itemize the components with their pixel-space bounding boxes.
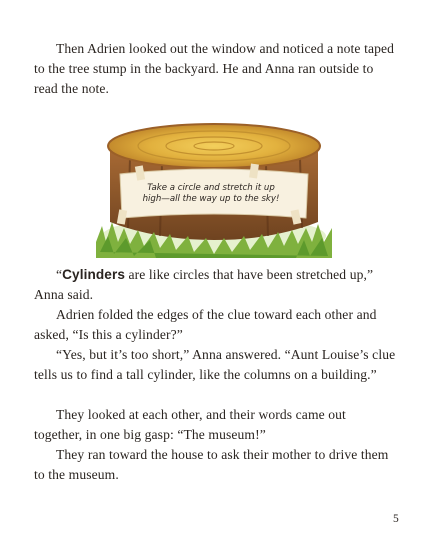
clue-note-line-2: high—all the way up to the sky!	[142, 194, 280, 204]
paragraph-museum: They looked at each other, and their words came out together, in one big gasp: “The museum!”	[34, 407, 346, 442]
paragraph-cylinders	[34, 265, 396, 305]
clue-note	[126, 183, 296, 205]
open-quote: “	[56, 267, 63, 282]
page-number: 5	[393, 513, 399, 525]
paragraph-adrien-asks: Adrien folded the edges of the clue toward each other and asked, “Is this a cylinder?”	[34, 307, 377, 342]
paragraph-ran-home: They ran toward the house to ask their mother to drive them to the museum.	[34, 447, 389, 482]
paragraph-cylinders-rest: are like circles that have been stretched up,” Anna said.	[34, 267, 374, 302]
clue-note-line-1: Take a circle and stretch it up	[147, 183, 275, 193]
paragraph-anna-answers: “Yes, but it’s too short,” Anna answered. “Aunt Louise’s clue tells us to find a tall cylinder, like the columns on a building.”	[34, 347, 396, 382]
vocab-word-cylinders: Cylinders	[62, 267, 125, 282]
paragraph-intro: Then Adrien looked out the window and noticed a note taped to the tree stump in the backyard. He and Anna ran outside to read the note.	[34, 41, 395, 96]
